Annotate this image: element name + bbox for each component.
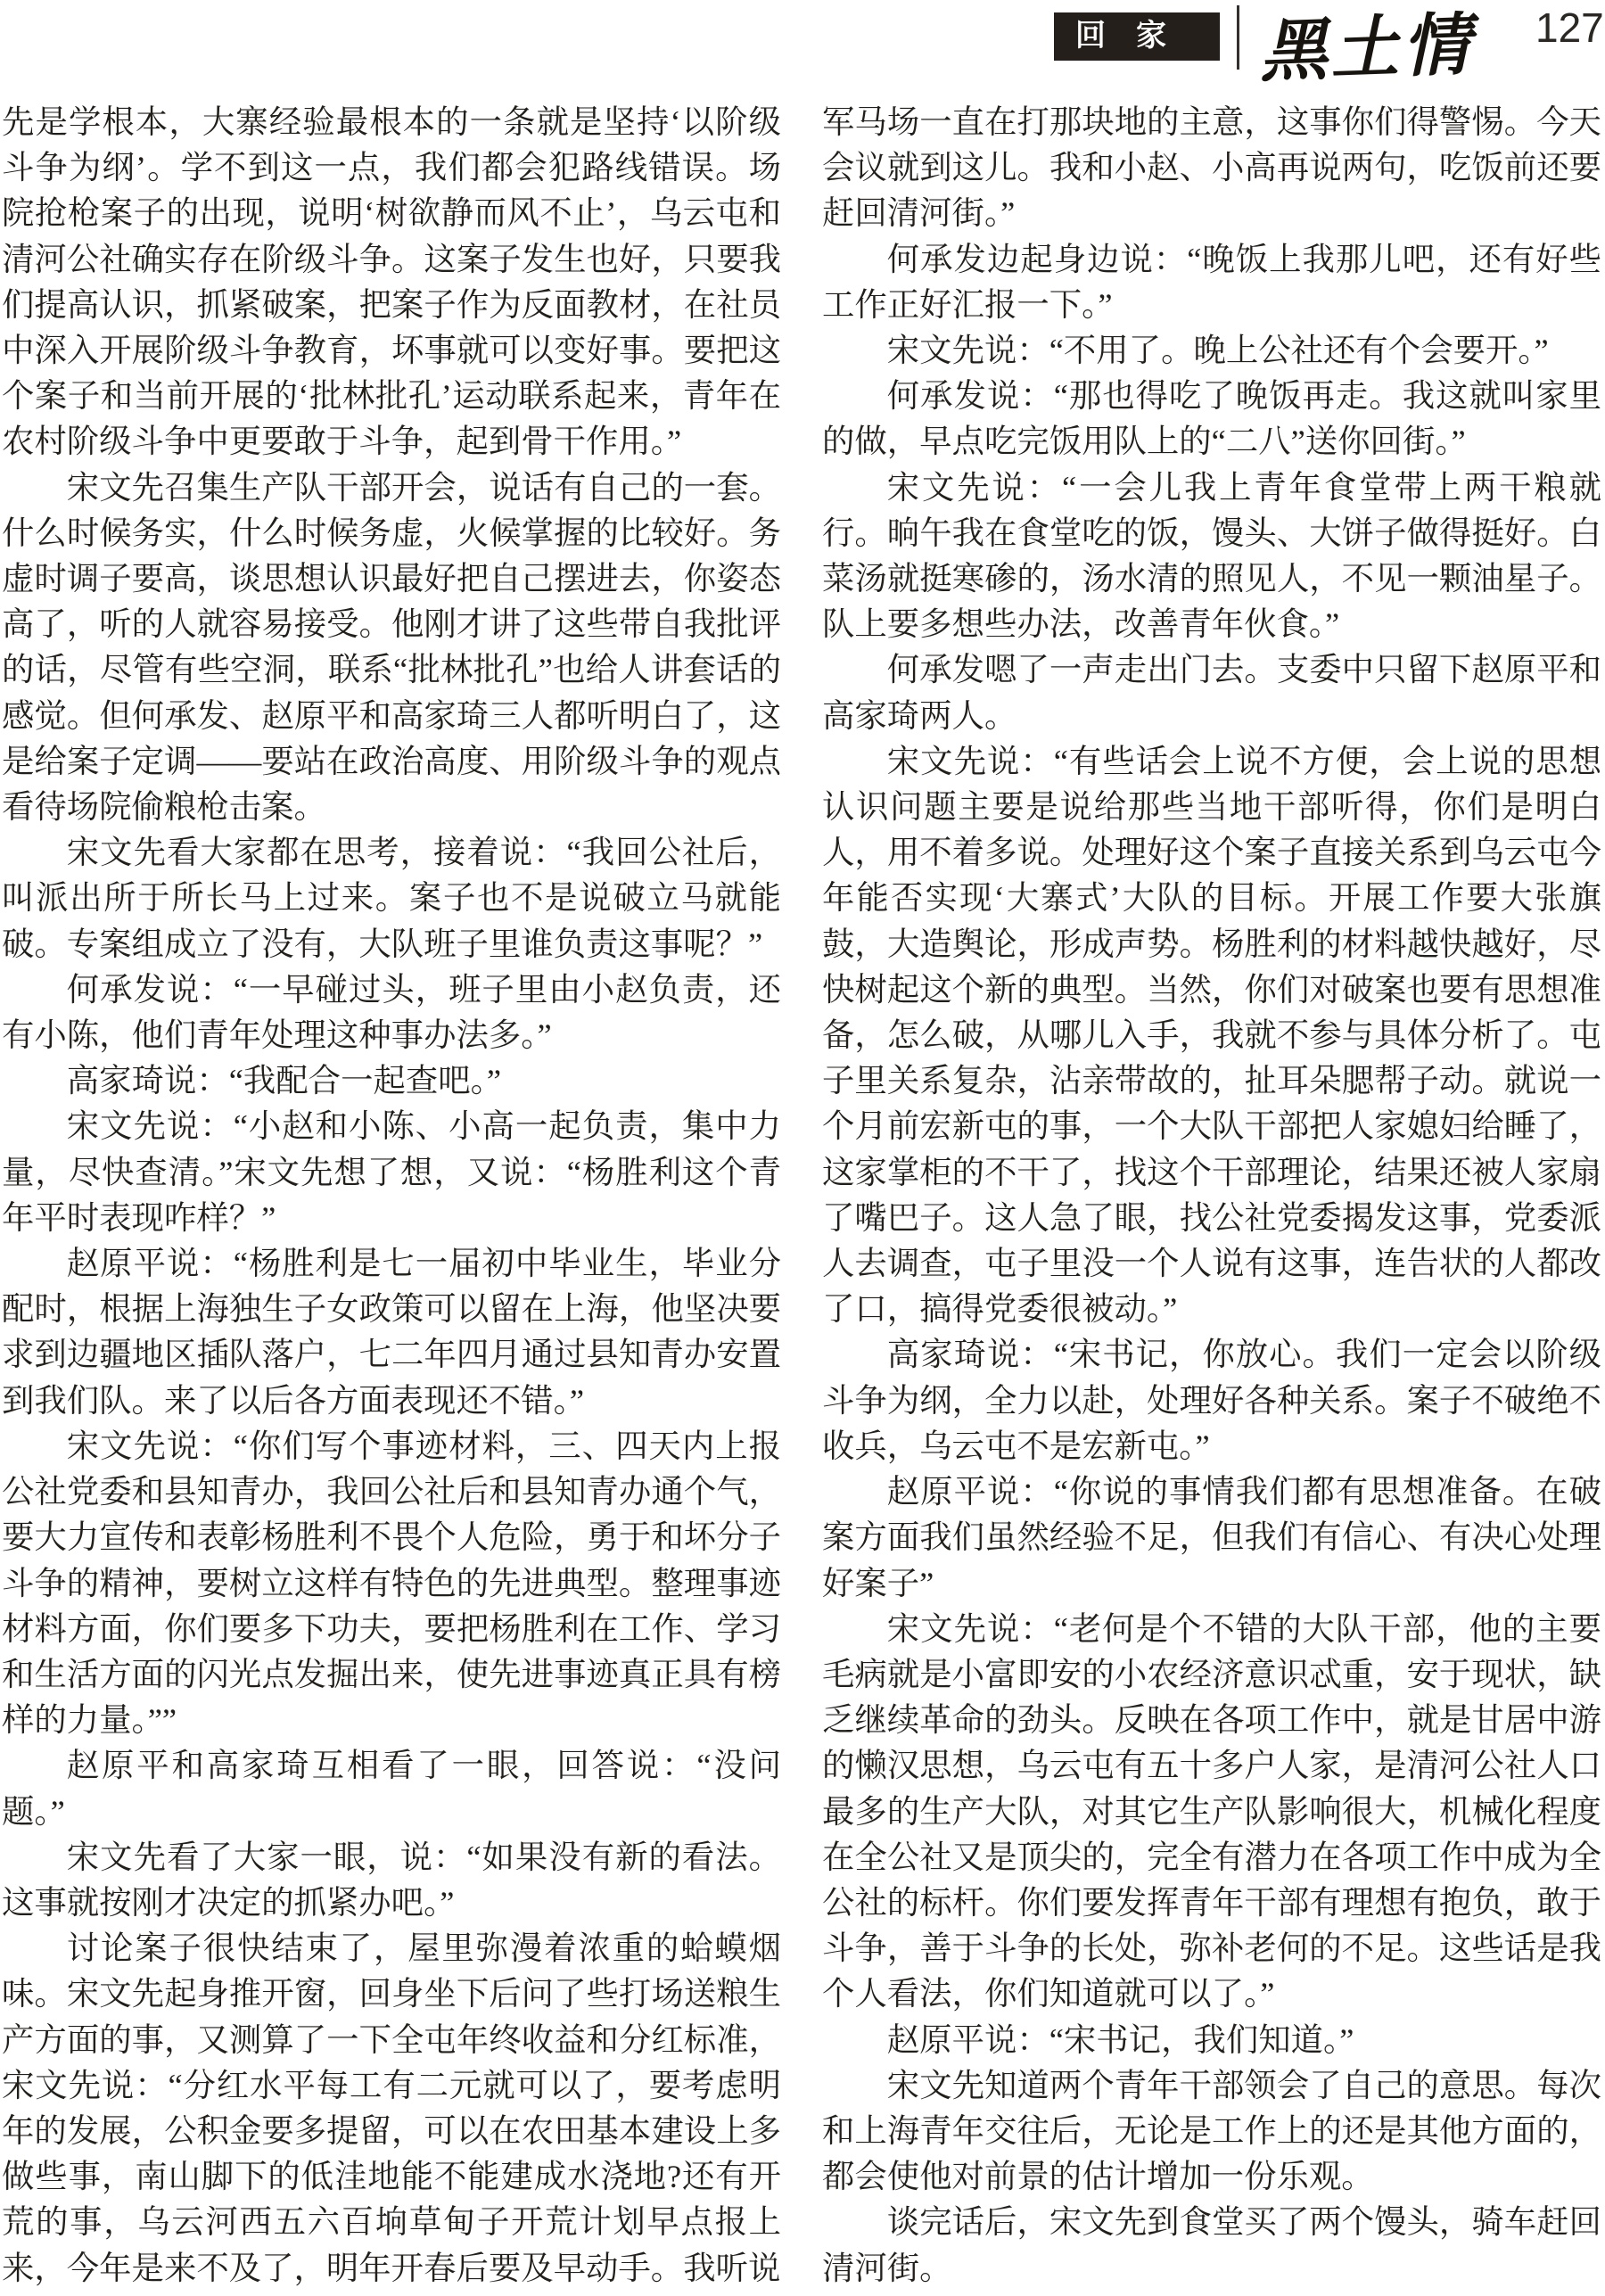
paragraph: 宋文先说：“你们写个事迹材料，三、四天内上报公社党委和县知青办，我回公社后和县知青办通个气，要大力宣传和表彰杨胜利不畏个人危险，勇于和坏分子斗争的精神，要树立这样有特色的先进典型。整理事迹材料方面，你们要多下功夫，要把杨胜利在工作、学习和生活方面的闪光点发掘出来，使先进事迹真正具有榜样的力量。”” — [2, 1428, 781, 1739]
paragraph: 赵原平说：“杨胜利是七一届初中毕业生，毕业分配时，根据上海独生子女政策可以留在上海，他坚决要求到边疆地区插队落户，七二年四月通过县知青办安置到我们队。来了以后各方面表现还不错。” — [2, 1246, 781, 1419]
section-title: 回 家 — [1075, 20, 1166, 53]
section-title-box — [1054, 12, 1220, 61]
paragraph: 讨论案子很快结束了，屋里弥漫着浓重的蛤蟆烟味。宋文先起身推开窗，回身坐下后问了些打场送粮生产方面的事，又测算了一下全屯年终收益和分红标准，宋文先说：“分红水平每工有二元就可以了，要考虑明年的发展，公积金要多提留，可以在农田基本建设上多做些事，南山脚下的低洼地能不能建成水浇地?还有开荒的事，乌云河西五六百垧草甸子开荒计划早点报上来，今年是来不及了，明年开春后要及早动手。我听说 — [2, 1930, 781, 2286]
paragraph: 宋文先召集生产队干部开会，说话有自己的一套。什么时候务实，什么时候务虚，火候掌握的比较好。务虚时调子要高，谈思想认识最好把自己摆进去，你姿态高了，听的人就容易接受。他刚才讲了这些带自我批评的话，尽管有些空洞，联系“批林批孔”也给人讲套话的感觉。但何承发、赵原平和高家琦三人都听明白了，这是给案子定调——要站在政治高度、用阶级斗争的观点看待场院偷粮枪击案。 — [2, 469, 781, 826]
paragraph: 宋文先说：“有些话会上说不方便，会上说的思想认识问题主要是说给那些当地干部听得，你们是明白人，用不着多说。处理好这个案子直接关系到乌云屯今年能否实现‘大寨式’大队的目标。开展工作要大张旗鼓，大造舆论，形成声势。杨胜利的材料越快越好，尽快树起这个新的典型。当然，你们对破案也要有思想准备，怎么破，从哪儿入手，我就不参与具体分析了。屯子里关系复杂，沾亲带故的，扯耳朵腮帮子动。就说一个月前宏新屯的事，一个大队干部把人家媳妇给睡了，这家掌柜的不干了，找这个干部理论，结果还被人家扇了嘴巴子。这人急了眼，找公社党委揭发这事，党委派人去调查，屯子里没一个人说有这事，连告状的人都改了口，搞得党委很被动。” — [822, 743, 1601, 1328]
paragraph: 高家琦说：“我配合一起查吧。” — [66, 1063, 501, 1099]
paragraph: 何承发边起身边说：“晚饭上我那儿吧，还有好些工作正好汇报一下。” — [822, 241, 1601, 323]
paragraph: 何承发说：“一早碰过头，班子里由小赵负责，还有小陈，他们青年处理这种事办法多。” — [2, 971, 781, 1054]
paragraph: 赵原平说：“你说的事情我们都有思想准备。在破案方面我们虽然经验不足，但我们有信心、有决心处理好案子” — [822, 1474, 1601, 1601]
paragraph: 何承发说：“那也得吃了晚饭再走。我这就叫家里的做，早点吃完饭用队上的“二八”送你回街。” — [822, 378, 1601, 460]
paragraph: 高家琦说：“宋书记，你放心。我们一定会以阶级斗争为纲，全力以赴，处理好各种关系。案子不破绝不收兵，乌云屯不是宏新屯。” — [822, 1337, 1601, 1464]
paragraph: 谈完话后，宋文先到食堂买了两个馒头，骑车赶回清河街。 — [822, 2204, 1601, 2286]
paragraph: 宋文先看了大家一眼，说：“如果没有新的看法。这事就按刚才决定的抓紧办吧。” — [2, 1839, 781, 1921]
paragraph: 先是学根本，大寨经验最根本的一条就是坚持‘以阶级斗争为纲’。学不到这一点，我们都会犯路线错误。场院抢枪案子的出现，说明‘树欲静而风不止’，乌云屯和清河公社确实存在阶级斗争。这案子发生也好，只要我们提高认识，抓紧破案，把案子作为反面教材，在社员中深入开展阶级斗争教育，坏事就可以变好事。要把这个案子和当前开展的‘批林批孔’运动联系起来，青年在农村阶级斗争中更要敢于斗争，起到骨干作用。” — [2, 104, 781, 460]
paragraph: 何承发嗯了一声走出门去。支委中只留下赵原平和高家琦两人。 — [822, 652, 1601, 734]
paragraph: 赵原平说：“宋书记，我们知道。” — [886, 2021, 1354, 2058]
paragraph: 赵原平和高家琦互相看了一眼，回答说：“没问题。” — [2, 1748, 781, 1830]
text-column-left — [2, 100, 781, 2292]
paragraph: 宋文先说：“老何是个不错的大队干部，他的主要毛病就是小富即安的小农经济意识忒重，安于现状，缺乏继续革命的劲头。反映在各项工作中，就是甘居中游的懒汉思想，乌云屯有五十多户人家，是清河公社人口最多的生产大队，对其它生产队影响很大，机械化程度在全公社又是顶尖的，完全有潜力在各项工作中成为全公社的标杆。你们要发挥青年干部有理想有抱负，敢于斗争，善于斗争的长处，弥补老何的不足。这些话是我个人看法，你们知道就可以了。” — [822, 1610, 1601, 2012]
paragraph: 军马场一直在打那块地的主意，这事你们得警惕。今天会议就到这儿。我和小赵、小高再说两句，吃饭前还要赶回清河街。” — [822, 104, 1601, 232]
page-number: 127 — [1535, 4, 1604, 51]
paragraph: 宋文先说：“小赵和小陈、小高一起负责，集中力量，尽快查清。”宋文先想了想，又说：“杨胜利这个青年平时表现咋样？” — [2, 1108, 781, 1236]
text-column-right — [822, 100, 1601, 2292]
paragraph: 宋文先说：“不用了。晚上公社还有个会要开。” — [886, 333, 1549, 369]
magazine-logo: 黑土情 — [1258, 7, 1475, 91]
paragraph: 宋文先知道两个青年干部领会了自己的意思。每次和上海青年交往后，无论是工作上的还是其他方面的，都会使他对前景的估计增加一份乐观。 — [822, 2067, 1601, 2195]
header-divider — [1237, 5, 1239, 70]
paragraph: 宋文先看大家都在思考，接着说：“我回公社后，叫派出所于所长马上过来。案子也不是说破立马就能破。专案组成立了没有，大队班子里谁负责这事呢？” — [2, 835, 781, 962]
paragraph: 宋文先说：“一会儿我上青年食堂带上两干粮就行。晌午我在食堂吃的饭，馒头、大饼子做得挺好。白菜汤就挺寒碜的，汤水清的照见人，不见一颗油星子。队上要多想些办法，改善青年伙食。” — [822, 469, 1601, 643]
